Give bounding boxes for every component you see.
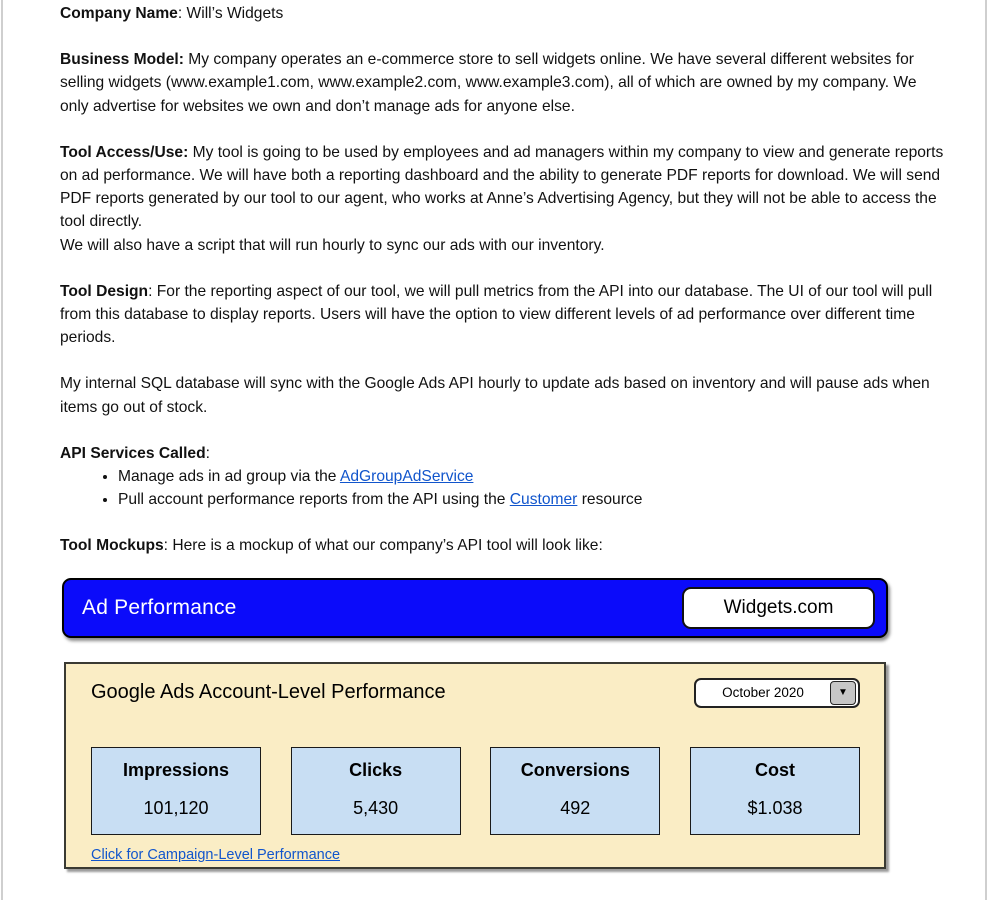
- date-range-dropdown[interactable]: [694, 678, 860, 708]
- dropdown-arrow-button[interactable]: [830, 681, 856, 705]
- tool-mockups-label: Tool Mockups: [60, 537, 164, 555]
- paragraph-business-model: [60, 48, 944, 118]
- paragraph-tool-mockups: [60, 534, 944, 557]
- metric-card-impressions: [91, 747, 261, 835]
- metric-card-cost: [690, 747, 860, 835]
- paragraph-api-services-heading: [60, 442, 944, 465]
- metric-label: Clicks: [349, 759, 403, 780]
- bullet-post-text: resource: [577, 491, 643, 509]
- metric-value: $1.038: [747, 798, 803, 819]
- tool-design-label: Tool Design: [60, 282, 149, 300]
- metric-value: 492: [560, 798, 591, 819]
- metric-label: Cost: [754, 759, 795, 780]
- metric-card-clicks: [291, 747, 461, 835]
- document-body: [60, 2, 944, 869]
- api-services-colon: :: [205, 444, 210, 462]
- adgroupadservice-link[interactable]: AdGroupAdService: [339, 468, 474, 486]
- mockup-header-bar: [62, 578, 888, 638]
- paragraph-tool-access: [60, 141, 944, 257]
- page-boundary-left: [1, 0, 3, 900]
- bullet-pre-text: Pull account performance reports from the API using the: [118, 491, 510, 509]
- list-item-customer: [118, 488, 944, 511]
- mockup-app-title: Ad Performance: [82, 596, 237, 620]
- caret-down-icon: ▼: [838, 686, 848, 698]
- company-name-label: Company Name: [60, 5, 178, 22]
- metric-label: Impressions: [122, 759, 230, 780]
- tool-design-text: : For the reporting aspect of our tool, we will pull metrics from the API into our database. The UI of our tool will pull from this database to display reports. Users will have the option to view different levels of ad performance over different time periods.: [60, 282, 933, 347]
- bullet-pre-text: Manage ads in ad group via the: [118, 468, 340, 486]
- paragraph-sql-sync: [60, 372, 944, 418]
- paragraph-tool-design: [60, 280, 944, 350]
- business-model-label: Business Model:: [60, 51, 184, 69]
- business-model-text: My company operates an e-commerce store to sell widgets online. We have several different websites for selling widgets (www.example1.com, www.example2.com, www.example3.com), all of which are owned by my company. We only advertise for websites we own and don’t manage ads for anyone else.: [60, 51, 917, 115]
- sql-sync-text: My internal SQL database will sync with the Google Ads API hourly to update ads based on inventory and will pause ads when items go out of stock.: [60, 375, 930, 416]
- dropdown-selected-value: October 2020: [722, 685, 804, 701]
- metric-card-conversions: [490, 747, 660, 835]
- list-item-adgroupadservice: [118, 465, 944, 488]
- page-boundary-right: [985, 0, 987, 900]
- metric-label: Conversions: [520, 759, 630, 780]
- api-services-list: [60, 465, 944, 511]
- metric-value: 101,120: [143, 798, 209, 819]
- tool-mockups-text: : Here is a mockup of what our company’s API tool will look like:: [163, 537, 603, 555]
- company-name-text: : Will’s Widgets: [177, 5, 284, 22]
- panel-header-row: [91, 678, 860, 722]
- tool-access-text-2: We will also have a script that will run hourly to sync our ads with our inventory.: [60, 236, 605, 254]
- campaign-level-performance-link[interactable]: Click for Campaign-Level Performance: [91, 846, 341, 863]
- widgets-site-button[interactable]: Widgets.com: [682, 587, 875, 629]
- metric-value: 5,430: [353, 798, 399, 819]
- paragraph-company-name: [60, 2, 944, 25]
- panel-title: Google Ads Account-Level Performance: [91, 680, 446, 703]
- tool-access-label: Tool Access/Use:: [60, 143, 189, 161]
- account-performance-panel: [64, 662, 886, 869]
- metric-cards-row: [91, 747, 860, 835]
- customer-link[interactable]: Customer: [509, 491, 578, 509]
- tool-access-text: My tool is going to be used by employees and ad managers within my company to view and generate reports on ad performance. We will have both a reporting dashboard and the ability to generate PDF reports for download. We will send PDF reports generated by our tool to our agent, who works at Anne’s Advertising Agency, but they will not be able to access the tool directly.: [60, 143, 944, 231]
- api-services-label: API Services Called: [60, 444, 206, 462]
